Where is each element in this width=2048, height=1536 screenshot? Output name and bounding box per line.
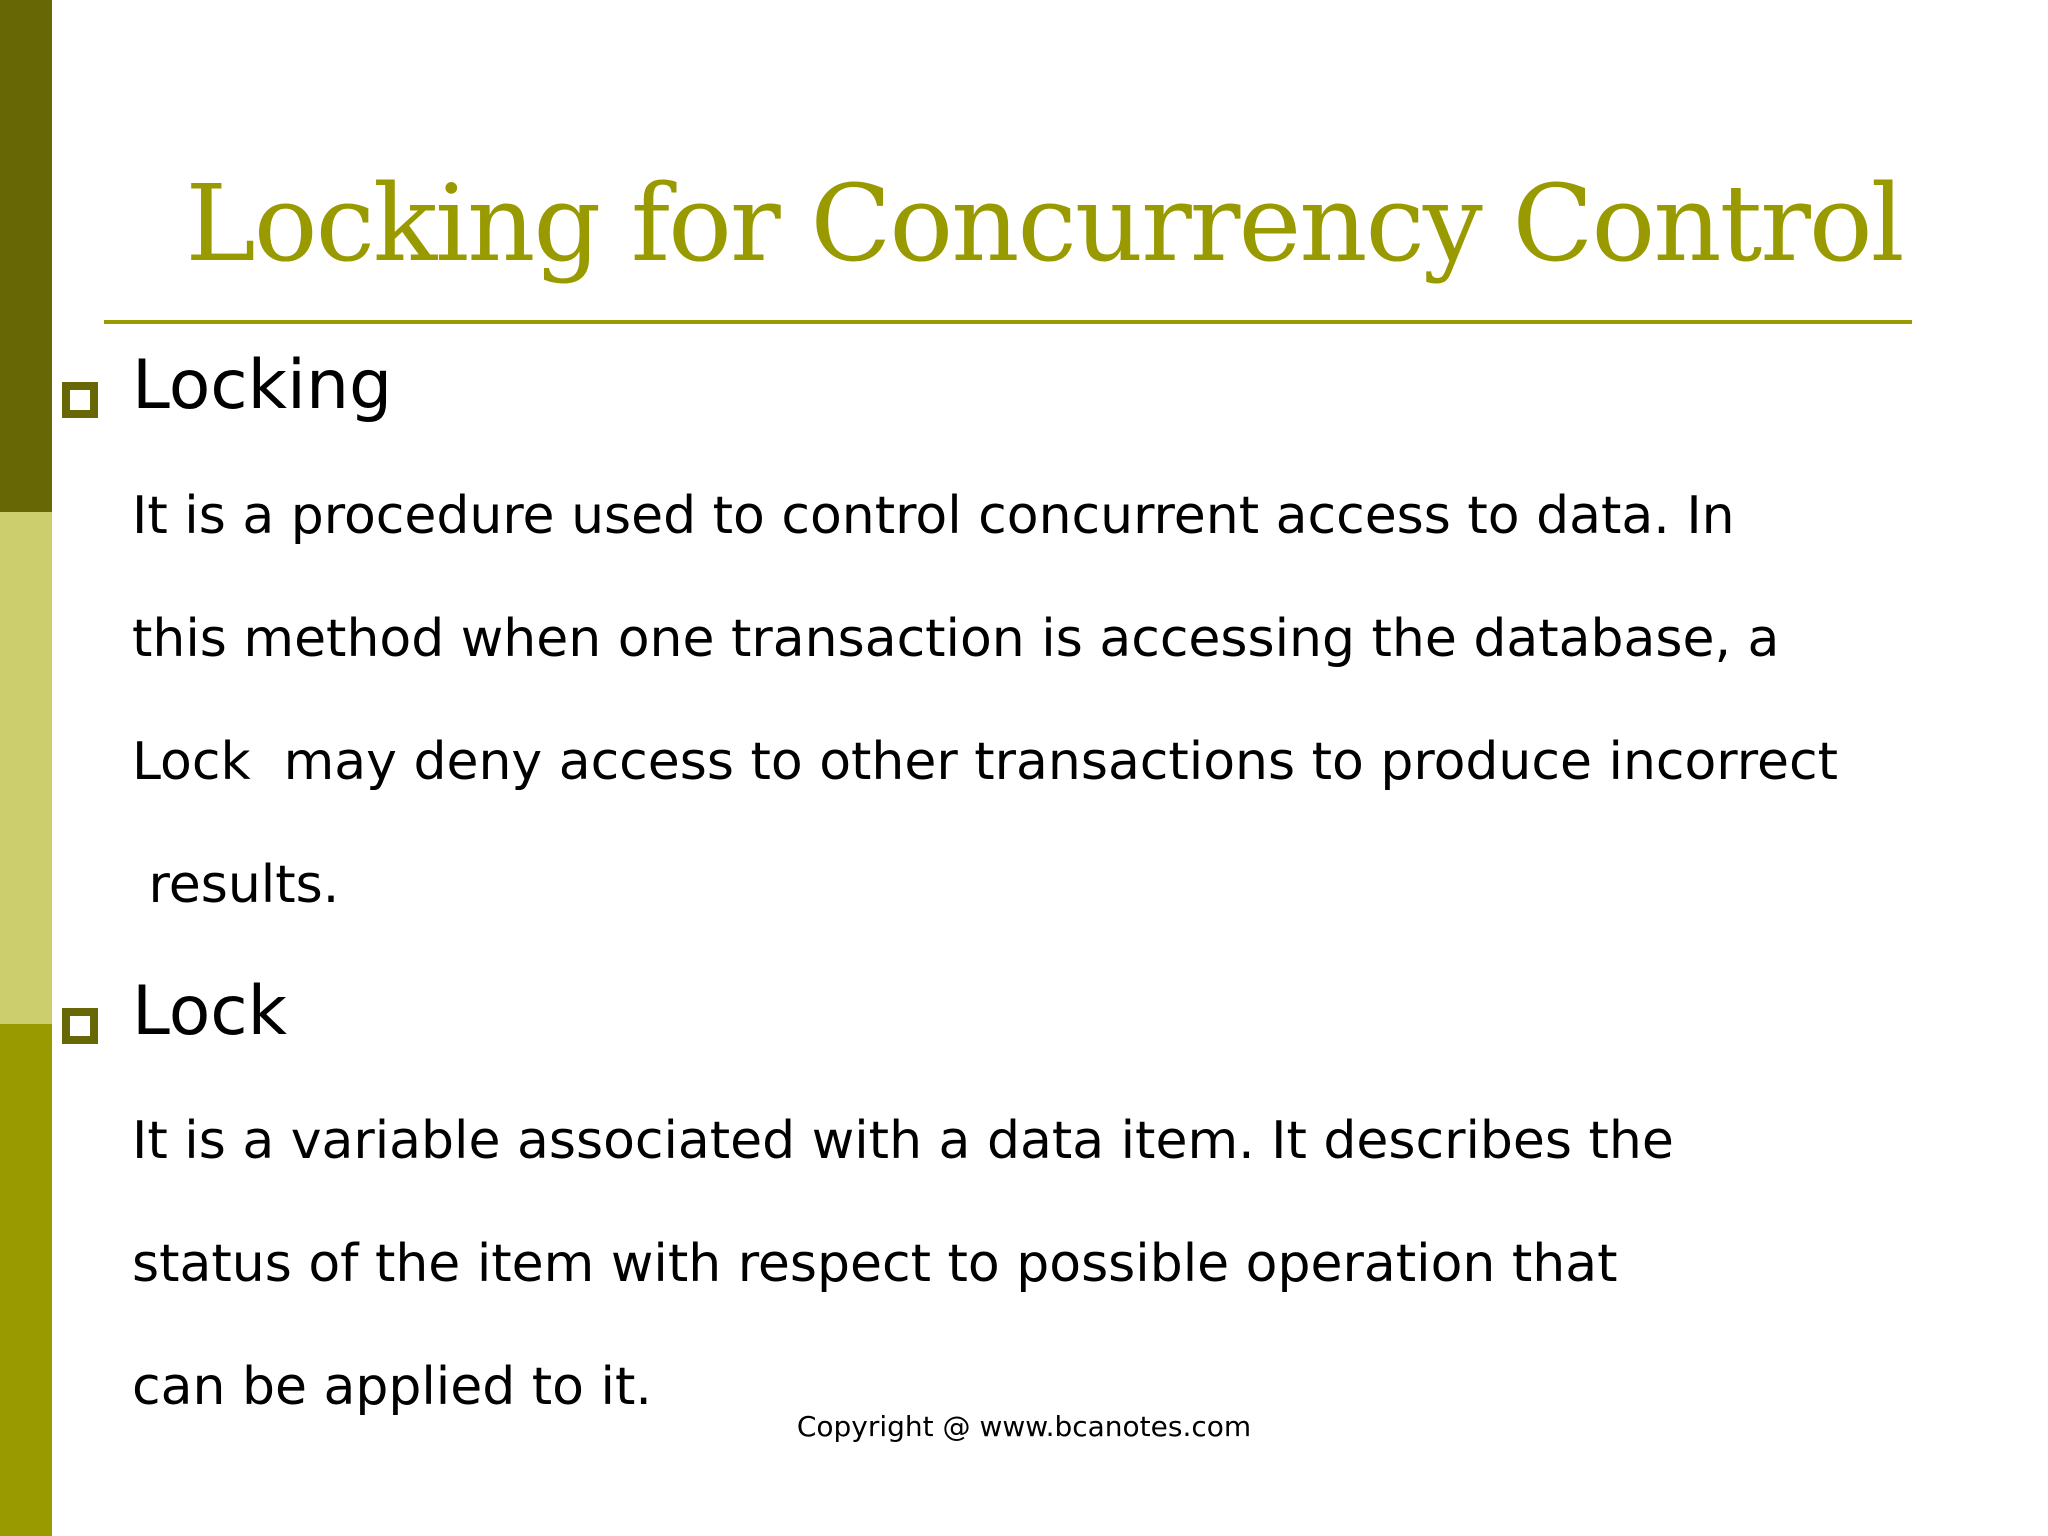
accent-bar-bottom [0, 1024, 52, 1536]
lock-text-line: It is a variable associated with a data item. It describes the [132, 1111, 1674, 1171]
title-underline [104, 320, 1912, 324]
locking-text-line: Lock may deny access to other transactions to produce incorrect [132, 732, 1838, 792]
locking-text-line: this method when one transaction is accessing the database, a [132, 609, 1780, 669]
heading-locking: Locking [132, 346, 393, 425]
square-bullet-icon [62, 1008, 98, 1044]
heading-lock: Lock [132, 972, 288, 1051]
accent-bar-top [0, 0, 52, 512]
lock-text-line: status of the item with respect to possible operation that [132, 1234, 1618, 1294]
locking-text-line: It is a procedure used to control concurrent access to data. In [132, 486, 1735, 546]
locking-text-line: results. [132, 855, 340, 915]
copyright-footer: Copyright @ www.bcanotes.com [796, 1410, 1252, 1443]
accent-bar-middle [0, 512, 52, 1024]
lock-text-line: can be applied to it. [132, 1357, 652, 1417]
slide-title: Locking for Concurrency Control [185, 162, 1903, 285]
square-bullet-icon [62, 382, 98, 418]
